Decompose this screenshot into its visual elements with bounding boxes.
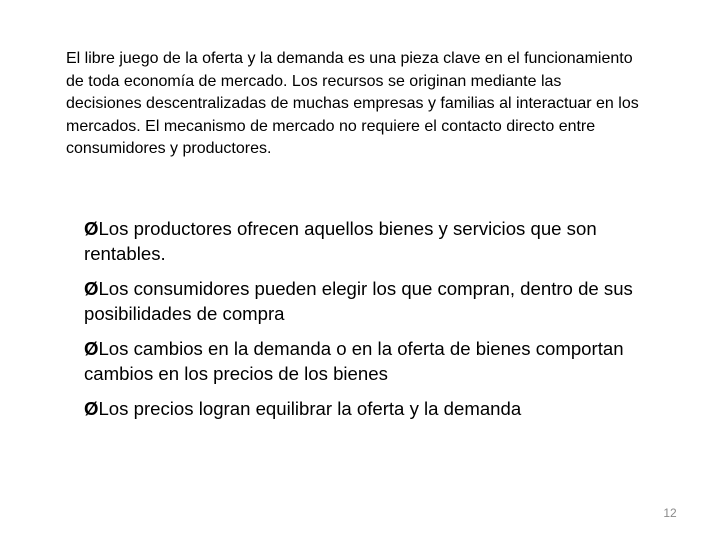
intro-paragraph: El libre juego de la oferta y la demanda es una pieza clave en el funcionamiento de toda economía de mercado. Los recursos se originan mediante las decisiones descentralizadas de muchas empresas y familias al interactuar en los mercados. El mecanismo de mercado no requiere el contacto directo entre consumidores y productores.	[66, 50, 639, 157]
arrow-bullet-icon: Ø	[84, 218, 99, 239]
bullet-text: Los productores ofrecen aquellos bienes y servicios que son rentables.	[84, 218, 597, 264]
arrow-bullet-icon: Ø	[84, 338, 99, 359]
arrow-bullet-icon: Ø	[84, 278, 99, 299]
bullet-text: Los cambios en la demanda o en la oferta de bienes comportan cambios en los precios de los bienes	[84, 338, 624, 384]
bullet-item	[84, 276, 644, 326]
bullet-item	[84, 216, 644, 266]
bullet-item	[84, 396, 644, 421]
page-number: 12	[663, 506, 677, 520]
bullet-text: Los precios logran equilibrar la oferta y la demanda	[98, 398, 522, 419]
bullet-item	[84, 336, 644, 386]
arrow-bullet-icon: Ø	[84, 398, 99, 419]
bullet-list	[84, 216, 644, 431]
bullet-text: Los consumidores pueden elegir los que compran, dentro de sus posibilidades de compra	[84, 278, 633, 324]
